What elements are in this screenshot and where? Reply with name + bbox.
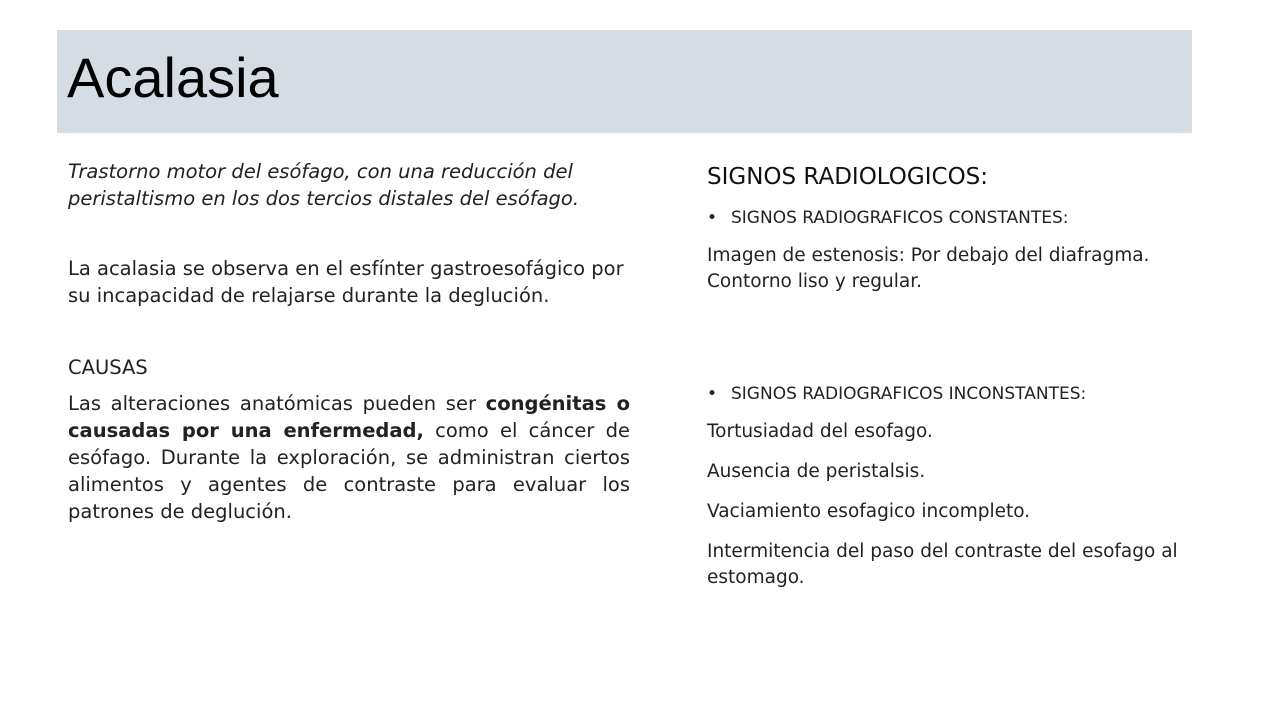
- left-column: [68, 158, 630, 525]
- causas-paragraph: [68, 390, 630, 525]
- bullet-icon: •: [707, 384, 718, 404]
- bullet-icon: •: [707, 208, 718, 228]
- inconstantes-bullet: [707, 382, 1187, 406]
- inconstantes-item: Intermitencia del paso del contraste del esofago al estomago.: [707, 541, 1178, 588]
- slide-title: Acalasia: [67, 46, 279, 109]
- constantes-text: Imagen de estenosis: Por debajo del diafragma. Contorno liso y regular.: [707, 245, 1150, 292]
- signos-heading: SIGNOS RADIOLOGICOS:: [707, 164, 989, 190]
- causas-text-bold: congénitas o causadas por una enfermedad,: [68, 392, 630, 442]
- constantes-bullet: [707, 206, 1187, 230]
- title-bar: [57, 30, 1192, 133]
- causas-heading: CAUSAS: [68, 356, 148, 379]
- inconstantes-label: SIGNOS RADIOGRAFICOS INCONSTANTES:: [731, 384, 1087, 404]
- causas-text-end: como el cáncer de esófago. Durante la exploración, se administran ciertos alimentos y agentes de contraste para evaluar los patrones de deglución.: [68, 419, 630, 523]
- inconstantes-item: Vaciamiento esofagico incompleto.: [707, 501, 1031, 522]
- intro-paragraph: Trastorno motor del esófago, con una reducción del peristaltismo en los dos tercios distales del esófago.: [68, 160, 580, 210]
- constantes-label: SIGNOS RADIOGRAFICOS CONSTANTES:: [731, 208, 1069, 228]
- inconstantes-item: Ausencia de peristalsis.: [707, 461, 926, 482]
- right-column: [707, 162, 1187, 591]
- inconstantes-item: Tortusiadad del esofago.: [707, 421, 933, 442]
- causas-text-start: Las alteraciones anatómicas pueden ser: [68, 392, 486, 415]
- location-paragraph: La acalasia se observa en el esfínter gastroesofágico por su incapacidad de relajarse durante la deglución.: [68, 257, 624, 307]
